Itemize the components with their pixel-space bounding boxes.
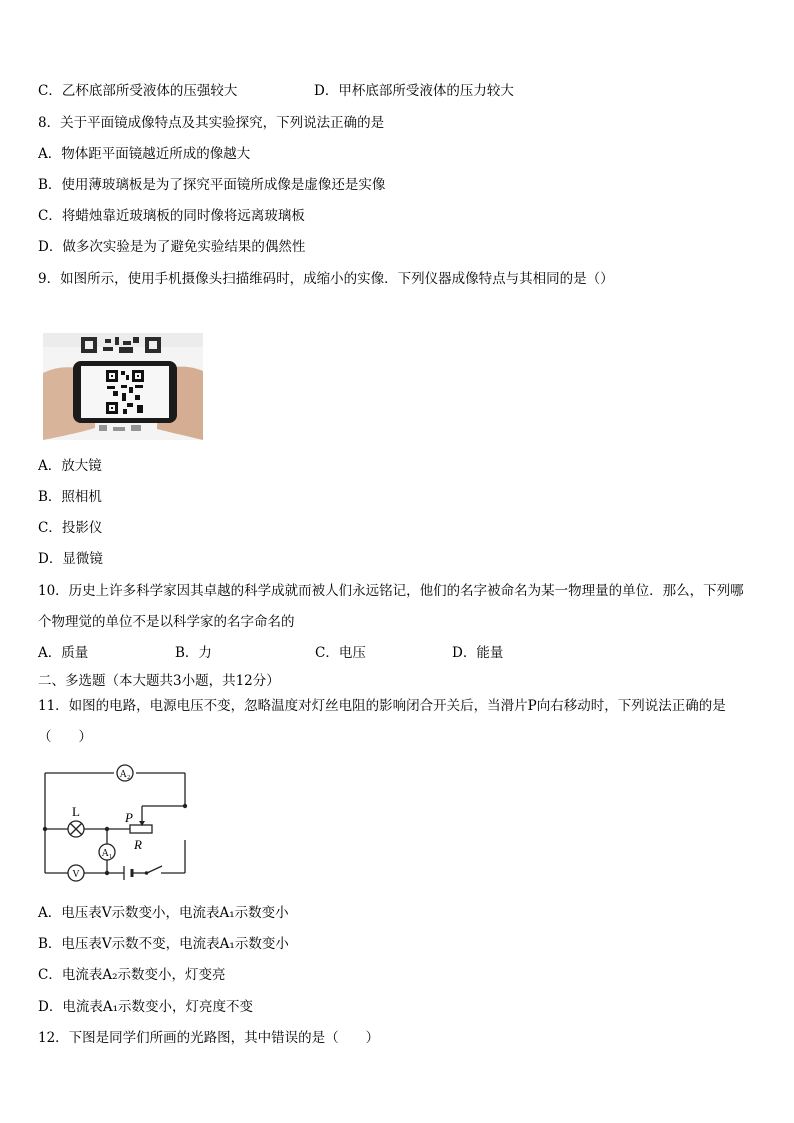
q7-option-d: D．甲杯底部所受液体的压力较大 [314,83,514,99]
q9-option-d: D．显微镜 [38,551,103,567]
q10-stem-line1: 10．历史上许多科学家因其卓越的科学成就而被人们永远铭记，他们的名字被命名为某一物理量的单位．那么，下列哪 [38,583,744,599]
q10-options-row [38,644,738,662]
label-r: R [134,837,142,852]
q10-option-b: B．力 [175,645,212,661]
q9-option-c: C．投影仪 [38,520,103,536]
q11-option-b: B．电压表V示数不变，电流表A₁示数变小 [38,936,289,952]
q8-option-b: B．使用薄玻璃板是为了探究平面镜所成像是虚像还是实像 [38,177,386,193]
label-l: L [72,804,80,819]
q9-option-b: B．照相机 [38,489,102,505]
q10-option-d: D．能量 [452,645,504,661]
q9-stem: 9．如图所示，使用手机摄像头扫描维码时，成缩小的实像．下列仪器成像特点与其相同的是（） [38,271,614,287]
q10-stem-line2: 个物理觉的单位不是以科学家的名字命名的 [38,614,295,630]
phone-qr-illustration [43,333,203,440]
q9-option-a: A．放大镜 [38,458,102,474]
label-a1: A₁ [101,848,113,859]
q11-stem-line2: （ ） [38,729,92,745]
q11-option-c: C．电流表A₂示数变小，灯变亮 [38,967,226,983]
q8-option-a: A．物体距平面镜越近所成的像越大 [38,146,251,162]
q10-option-c: C．电压 [315,645,366,661]
section-2-title: 二、多选题（本大题共3小题，共12分） [38,673,280,689]
q11-option-d: D．电流表A₁示数变小，灯亮度不变 [38,999,253,1015]
circuit-svg [36,760,192,886]
q12-stem: 12．下图是同学们所画的光路图，其中错误的是（ ） [38,1030,380,1046]
label-v: V [72,869,80,880]
circuit-diagram [36,760,192,886]
q8-stem: 8．关于平面镜成像特点及其实验探究，下列说法正确的是 [38,115,385,131]
q11-stem-line1: 11．如图的电路，电源电压不变，忽略温度对灯丝电阻的影响闭合开关后，当滑片P向右移动时，下列说法正确的是 [38,698,726,714]
label-a2: A₂ [119,769,131,780]
q11-option-a: A．电压表V示数变小，电流表A₁示数变小 [38,905,289,921]
q8-option-c: C．将蜡烛靠近玻璃板的同时像将远离玻璃板 [38,208,305,224]
q7-option-c: C．乙杯底部所受液体的压强较大 [38,83,238,99]
q10-option-a: A．质量 [38,645,89,661]
q8-option-d: D．做多次实验是为了避免实验结果的偶然性 [38,239,306,255]
label-p: P [125,810,133,825]
phone-qr-photo [43,333,203,440]
